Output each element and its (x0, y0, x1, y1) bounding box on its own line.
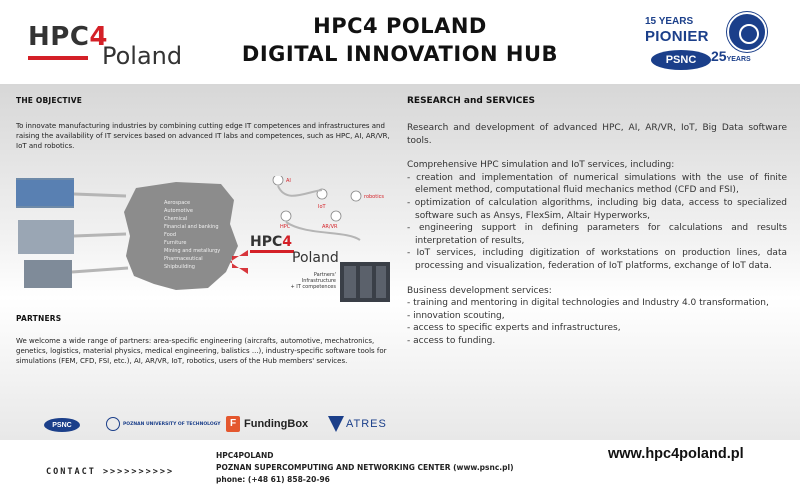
connector-lines (72, 194, 128, 272)
tech-iot: IoT (318, 204, 326, 210)
logo-poland-text: Poland (102, 42, 183, 70)
contact-org: HPC4POLAND (216, 451, 274, 460)
partners-caption-3: + IT competences (290, 284, 336, 290)
sector-2: Chemical (164, 216, 188, 222)
list-item: - innovation scouting, (407, 310, 505, 321)
partners-caption-1: Partners' (313, 272, 336, 278)
hub-logo-hpc: HPC4 (250, 234, 293, 250)
server-rack-2 (360, 266, 372, 298)
hub-logo-poland: Poland (292, 250, 339, 266)
business-services-list (407, 297, 787, 347)
partner-logos (30, 414, 390, 436)
list-item: - engineering support in defining parameters for calculations and results interpretation of results, (407, 223, 787, 246)
sector-6: Mining and metallurgy (164, 248, 221, 254)
psnc-partner-logo: PSNC (44, 418, 80, 432)
pionier-text: PIONIER (645, 28, 709, 45)
put-partner-logo: POZNAN UNIVERSITY OF TECHNOLOGY (106, 414, 221, 434)
page-title (220, 12, 580, 68)
right-column (407, 96, 787, 348)
partners-caption-2: Infrastructure (301, 278, 336, 284)
sector-1: Automotive (164, 208, 193, 214)
research-intro: Research and development of advanced HPC, AI, AR/VR, IoT, Big Data software tools. (407, 123, 787, 146)
fundingbox-partner-logo: F FundingBox (226, 414, 308, 434)
poland-map (124, 182, 238, 290)
pionier-years-text: 15 YEARS (645, 16, 694, 27)
contact-center: POZNAN SUPERCOMPUTING AND NETWORKING CENTER (www.psnc.pl) (216, 463, 514, 472)
atres-partner-logo: ATRES (328, 414, 387, 434)
psnc-years-text: 25YEARS (711, 48, 751, 64)
title-line-2: DIGITAL INNOVATION HUB (241, 42, 559, 66)
sector-4: Food (164, 232, 176, 238)
tech-robotics: robotics (364, 194, 384, 200)
photo-robot (18, 220, 74, 254)
sector-7: Pharmaceutical (164, 256, 203, 262)
list-item: - access to funding. (407, 335, 496, 346)
psnc-logo-text: PSNC (651, 50, 711, 70)
hpc4poland-logo (28, 22, 208, 68)
robotics-icon (351, 191, 361, 201)
tech-nodes (273, 176, 384, 230)
contact-phone: phone: (+48 61) 858-20-96 (216, 475, 330, 484)
list-item: - IoT services, including digitization of workstations on production lines, data processing and visualization, federation of IoT platforms, exchange of IoT data. (407, 248, 787, 271)
pionier-psnc-logo (645, 10, 775, 76)
tech-arvr: AR/VR (322, 224, 338, 230)
logo-red-bar (28, 56, 88, 60)
business-services-heading: Business development services: (407, 285, 552, 296)
contact-label: CONTACT >>>>>>>>>> (46, 467, 175, 477)
hub-logo-bar (250, 250, 294, 253)
research-title: RESEARCH and SERVICES (407, 96, 536, 106)
sector-0: Aerospace (164, 200, 191, 206)
partners-title: PARTNERS (16, 314, 62, 323)
put-seal-icon (106, 417, 120, 431)
hpc-services-heading: Comprehensive HPC simulation and IoT services, including: (407, 160, 675, 171)
photo-simulation-2 (16, 180, 74, 206)
tech-hpc: HPC (280, 224, 291, 230)
server-rack-1 (344, 266, 356, 298)
server-rack-3 (376, 266, 386, 298)
website-link[interactable]: www.hpc4poland.pl (608, 446, 744, 462)
contact-info (216, 450, 514, 486)
arvr-icon (331, 211, 341, 221)
list-item: - access to specific experts and infrastructures, (407, 323, 621, 334)
globe-icon (727, 12, 767, 52)
hpc-icon (281, 211, 291, 221)
header (0, 0, 800, 84)
sector-8: Shipbuilding (164, 264, 195, 270)
list-item: - creation and implementation of numerical simulations with the use of finite element method, computational fluid mechanics method (CFD and FSI), (407, 172, 787, 196)
title-line-1: HPC4 POLAND (313, 14, 487, 38)
atres-triangle-icon (328, 416, 344, 432)
fundingbox-icon: F (226, 416, 240, 432)
photo-factory (24, 260, 72, 288)
hpc-services-list (407, 172, 787, 273)
tech-ai: AI (286, 178, 291, 184)
hpc-services-block (407, 159, 787, 272)
ai-icon (273, 176, 283, 185)
sector-5: Furniture (164, 240, 187, 246)
hub-map-illustration (16, 176, 391, 326)
business-services-block (407, 285, 787, 348)
partners-text: We welcome a wide range of partners: area-specific engineering (aircrafts, automotive, mechatronics, genetics, logistics, material physics, medical engineering, balistics ...), industry-specific software tools for simulations (FEM, CFD, FSI, etc.), AI, AR/VR, IoT, robotics, users of the Hub members' services. (16, 337, 387, 365)
map-svg (16, 176, 391, 306)
objective-text: To innovate manufacturing industries by combining cutting edge IT competences and infrastructures and raising the availability of IT services based on advanced IT labs and competences, such as HPC, AI, AR/VR, IoT and robotics. (16, 122, 390, 150)
footer (0, 440, 800, 500)
sector-3: Financial and banking (164, 224, 219, 230)
main-content (0, 84, 800, 440)
list-item: - training and mentoring in digital technologies and Industry 4.0 transformation, (407, 298, 769, 309)
partners-caption (291, 272, 337, 290)
logo-hpc-text: HPC4 (28, 22, 108, 52)
objective-title: THE OBJECTIVE (16, 96, 83, 105)
left-column (16, 96, 391, 430)
list-item: - optimization of calculation algorithms, including big data, access to specialized software such as Ansys, FlexSim, Altair Hyperworks, (407, 197, 787, 221)
